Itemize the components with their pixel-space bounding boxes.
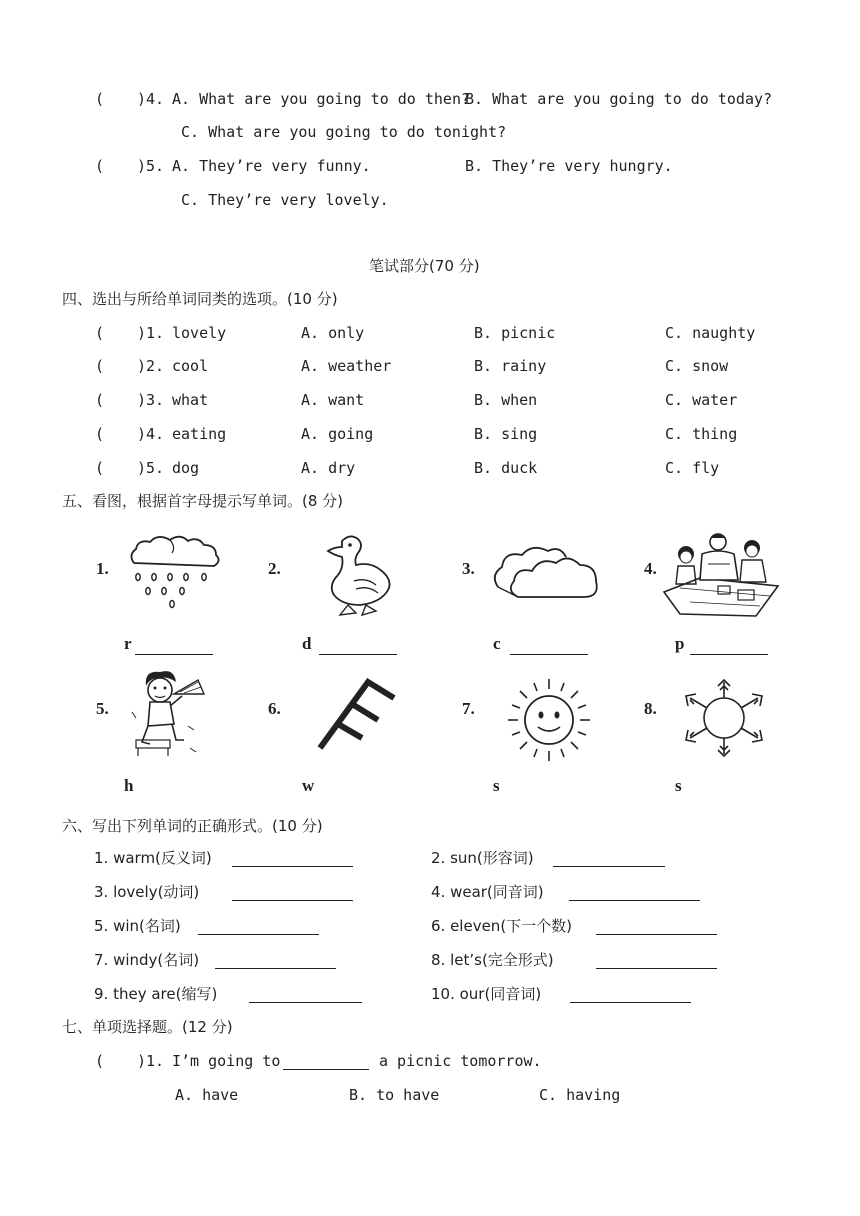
hint-letter: r [124, 634, 132, 653]
cloud-icon [492, 541, 602, 603]
answer-paren: ( [95, 157, 105, 175]
hint-letter: w [302, 776, 315, 795]
duck-icon [320, 531, 396, 617]
snowflake-icon [676, 676, 772, 760]
option-a: A. They’re very funny. [172, 157, 371, 175]
answer-blank[interactable] [570, 988, 691, 1003]
given-word: cool [172, 357, 209, 375]
picnic-icon [660, 530, 780, 618]
answer-paren: ( [95, 1052, 105, 1070]
word-form-item: 4. wear(同音词) [431, 883, 544, 901]
word-form-item: 10. our(同音词) [431, 985, 542, 1003]
option-a: A. What are you going to do then? [172, 90, 471, 108]
answer-blank[interactable] [510, 640, 588, 655]
option-b: B. rainy [474, 357, 547, 375]
section-6-title: 六、写出下列单词的正确形式。(10 分) [62, 817, 323, 835]
word-form-item: 6. eleven(下一个数) [431, 917, 573, 935]
answer-blank[interactable] [553, 852, 665, 867]
answer-blank[interactable] [249, 988, 362, 1003]
section-5-title: 五、看图，根据首字母提示写单词。(8 分) [62, 492, 344, 510]
option-b: B. duck [474, 459, 538, 477]
option-c: C. What are you going to do tonight? [181, 123, 507, 141]
answer-paren: ( [95, 425, 105, 443]
answer-paren: ( [95, 324, 105, 342]
question-text-start: I’m going to [172, 1052, 281, 1070]
picture-number: 1. [96, 559, 109, 578]
option-b: B. when [474, 391, 538, 409]
section-7-title: 七、单项选择题。(12 分) [62, 1018, 233, 1036]
answer-blank[interactable] [596, 920, 717, 935]
hint-letter: h [124, 776, 134, 795]
option-a: A. only [301, 324, 365, 342]
option-c: C. having [539, 1086, 621, 1104]
question-number: )4. [137, 90, 165, 108]
option-c: C. thing [665, 425, 738, 443]
picture-number: 4. [644, 559, 657, 578]
answer-blank[interactable] [198, 920, 319, 935]
picture-number: 8. [644, 699, 657, 718]
question-number: )1. [137, 324, 165, 342]
word-form-item: 5. win(名词) [94, 917, 181, 935]
answer-blank[interactable] [215, 954, 336, 969]
word-form-item: 2. sun(形容词) [431, 849, 534, 867]
section-4-title: 四、选出与所给单词同类的选项。(10 分) [62, 290, 338, 308]
option-b: B. They’re very hungry. [465, 157, 673, 175]
question-number: )5. [137, 157, 165, 175]
question-number: )4. [137, 425, 165, 443]
picture-number: 6. [268, 699, 281, 718]
answer-blank[interactable] [232, 886, 353, 901]
picture-number: 7. [462, 699, 475, 718]
answer-blank[interactable] [283, 1055, 369, 1070]
picture-number: 3. [462, 559, 475, 578]
wind-icon [312, 676, 400, 754]
option-b: B. What are you going to do today? [465, 90, 773, 108]
question-number: )2. [137, 357, 165, 375]
rain-cloud-icon [126, 533, 226, 613]
option-c: C. naughty [665, 324, 756, 342]
option-c: C. water [665, 391, 738, 409]
option-c: C. snow [665, 357, 729, 375]
answer-blank[interactable] [319, 640, 397, 655]
option-b: B. to have [349, 1086, 440, 1104]
option-a: A. going [301, 425, 374, 443]
picture-number: 5. [96, 699, 109, 718]
answer-blank[interactable] [690, 640, 768, 655]
word-form-item: 8. let’s(完全形式) [431, 951, 554, 969]
given-word: dog [172, 459, 200, 477]
option-a: A. dry [301, 459, 356, 477]
given-word: lovely [172, 324, 227, 342]
question-number: )1. [137, 1052, 165, 1070]
hot-boy-icon [128, 668, 212, 760]
answer-blank[interactable] [232, 852, 353, 867]
hint-letter: s [493, 776, 500, 795]
word-form-item: 7. windy(名词) [94, 951, 200, 969]
hint-letter: d [302, 634, 312, 653]
question-number: )5. [137, 459, 165, 477]
answer-paren: ( [95, 391, 105, 409]
option-c: C. fly [665, 459, 720, 477]
option-c: C. They’re very lovely. [181, 191, 389, 209]
option-a: A. have [175, 1086, 239, 1104]
picture-number: 2. [268, 559, 281, 578]
question-text-end: a picnic tomorrow. [379, 1052, 542, 1070]
answer-blank[interactable] [596, 954, 717, 969]
sun-icon [504, 675, 594, 765]
answer-paren: ( [95, 90, 105, 108]
option-a: A. want [301, 391, 365, 409]
answer-paren: ( [95, 459, 105, 477]
option-b: B. picnic [474, 324, 556, 342]
hint-letter: p [675, 634, 685, 653]
hint-letter: c [493, 634, 501, 653]
option-b: B. sing [474, 425, 538, 443]
question-number: )3. [137, 391, 165, 409]
answer-blank[interactable] [569, 886, 700, 901]
word-form-item: 1. warm(反义词) [94, 849, 212, 867]
option-a: A. weather [301, 357, 392, 375]
hint-letter: s [675, 776, 682, 795]
word-form-item: 9. they are(缩写) [94, 985, 218, 1003]
answer-blank[interactable] [135, 640, 213, 655]
written-part-title: 笔试部分(70 分) [369, 257, 480, 275]
word-form-item: 3. lovely(动词) [94, 883, 200, 901]
given-word: what [172, 391, 209, 409]
given-word: eating [172, 425, 227, 443]
answer-paren: ( [95, 357, 105, 375]
